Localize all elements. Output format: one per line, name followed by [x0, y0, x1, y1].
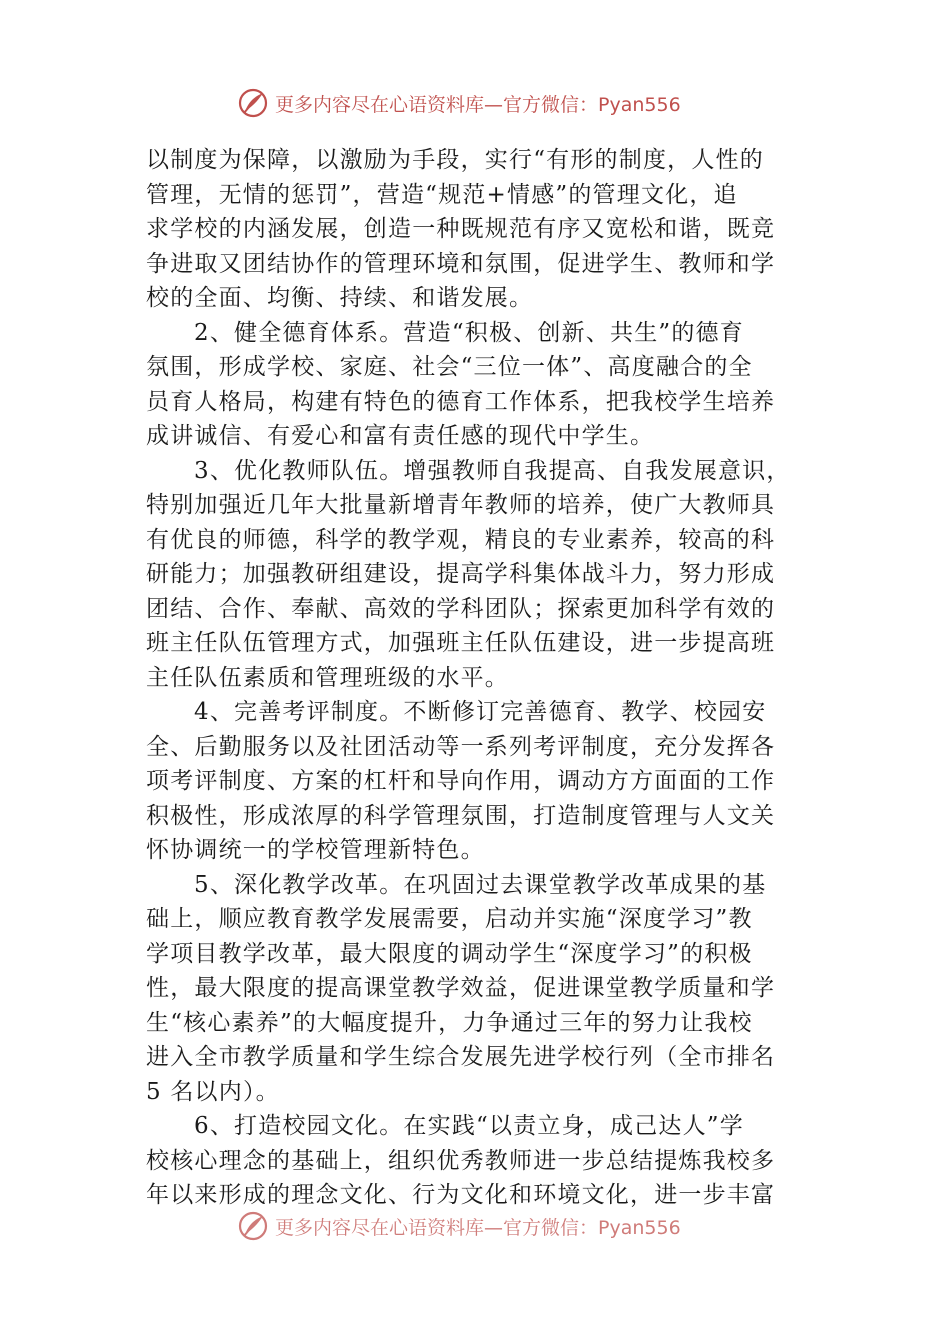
watermark-text: 更多内容尽在心语资料库—官方微信：Pyan556: [275, 93, 681, 116]
paragraph-campus-culture: 6、打造校园文化。在实践“以责立身，成己达人”学 校核心理念的基础上，组织优秀教师进一步总结提炼我校多 年以来形成的理念文化、行为文化和环境文化，进一步丰富: [146, 1113, 776, 1208]
paragraph-teacher-team: 3、优化教师队伍。增强教师自我提高、自我发展意识， 特别加强近几年大批量新增青年教师的培养，使广大教师具 有优良的师德，科学的教学观，精良的专业素养，较高的科 研能力；加强教研组建设，提高学科集体战斗力，努力形成 团结、合作、奉献、高效的学科团队；探索更加科学有效的 班主任队伍管理方式，加强班主任队伍建设，进一步提高班 主任队伍素质和管理班级的水平。: [146, 457, 791, 691]
watermark-text: 更多内容尽在心语资料库—官方微信：Pyan556: [275, 1216, 681, 1239]
footer-watermark: [237, 1209, 681, 1243]
paragraph-moral-education: 2、健全德育体系。营造“积极、创新、共生”的德育 氛围，形成学校、家庭、社会“三位一体”、高度融合的全 员育人格局，构建有特色的德育工作体系，把我校学生培养 成讲诚信、有爱心和富有责任感的现代中学生。: [146, 319, 776, 449]
document-body: [146, 143, 814, 1213]
paragraph-teaching-reform: 5、深化教学改革。在巩固过去课堂教学改革成果的基 础上，顺应教育教学发展需要，启动并实施“深度学习”教 学项目教学改革，最大限度的调动学生“深度学习”的积极 性，最大限度的提高课堂教学效益，促进课堂教学质量和学 生“核心素养”的大幅度提升，力争通过三年的努力让我校 进入全市教学质量和学生综合发展先进学校行列（全市排名 5 名以内）。: [146, 871, 776, 1105]
header-watermark: [237, 86, 681, 120]
quill-logo-icon: [237, 1210, 269, 1242]
paragraph-evaluation-system: 4、完善考评制度。不断修订完善德育、教学、校园安 全、后勤服务以及社团活动等一系列考评制度，充分发挥各 项考评制度、方案的杠杆和导向作用，调动方方面面的工作 积极性，形成浓厚的科学管理氛围，打造制度管理与人文关 怀协调统一的学校管理新特色。: [146, 699, 776, 863]
paragraph-continuation: 以制度为保障，以激励为手段，实行“有形的制度，人性的 管理，无情的惩罚”，营造“规范+情感”的管理文化，追 求学校的内涵发展，创造一种既规范有序又宽松和谐，既竞 争进取又团结协作的管理环境和氛围，促进学生、教师和学 校的全面、均衡、持续、和谐发展。: [146, 147, 776, 311]
quill-logo-icon: [237, 87, 269, 119]
